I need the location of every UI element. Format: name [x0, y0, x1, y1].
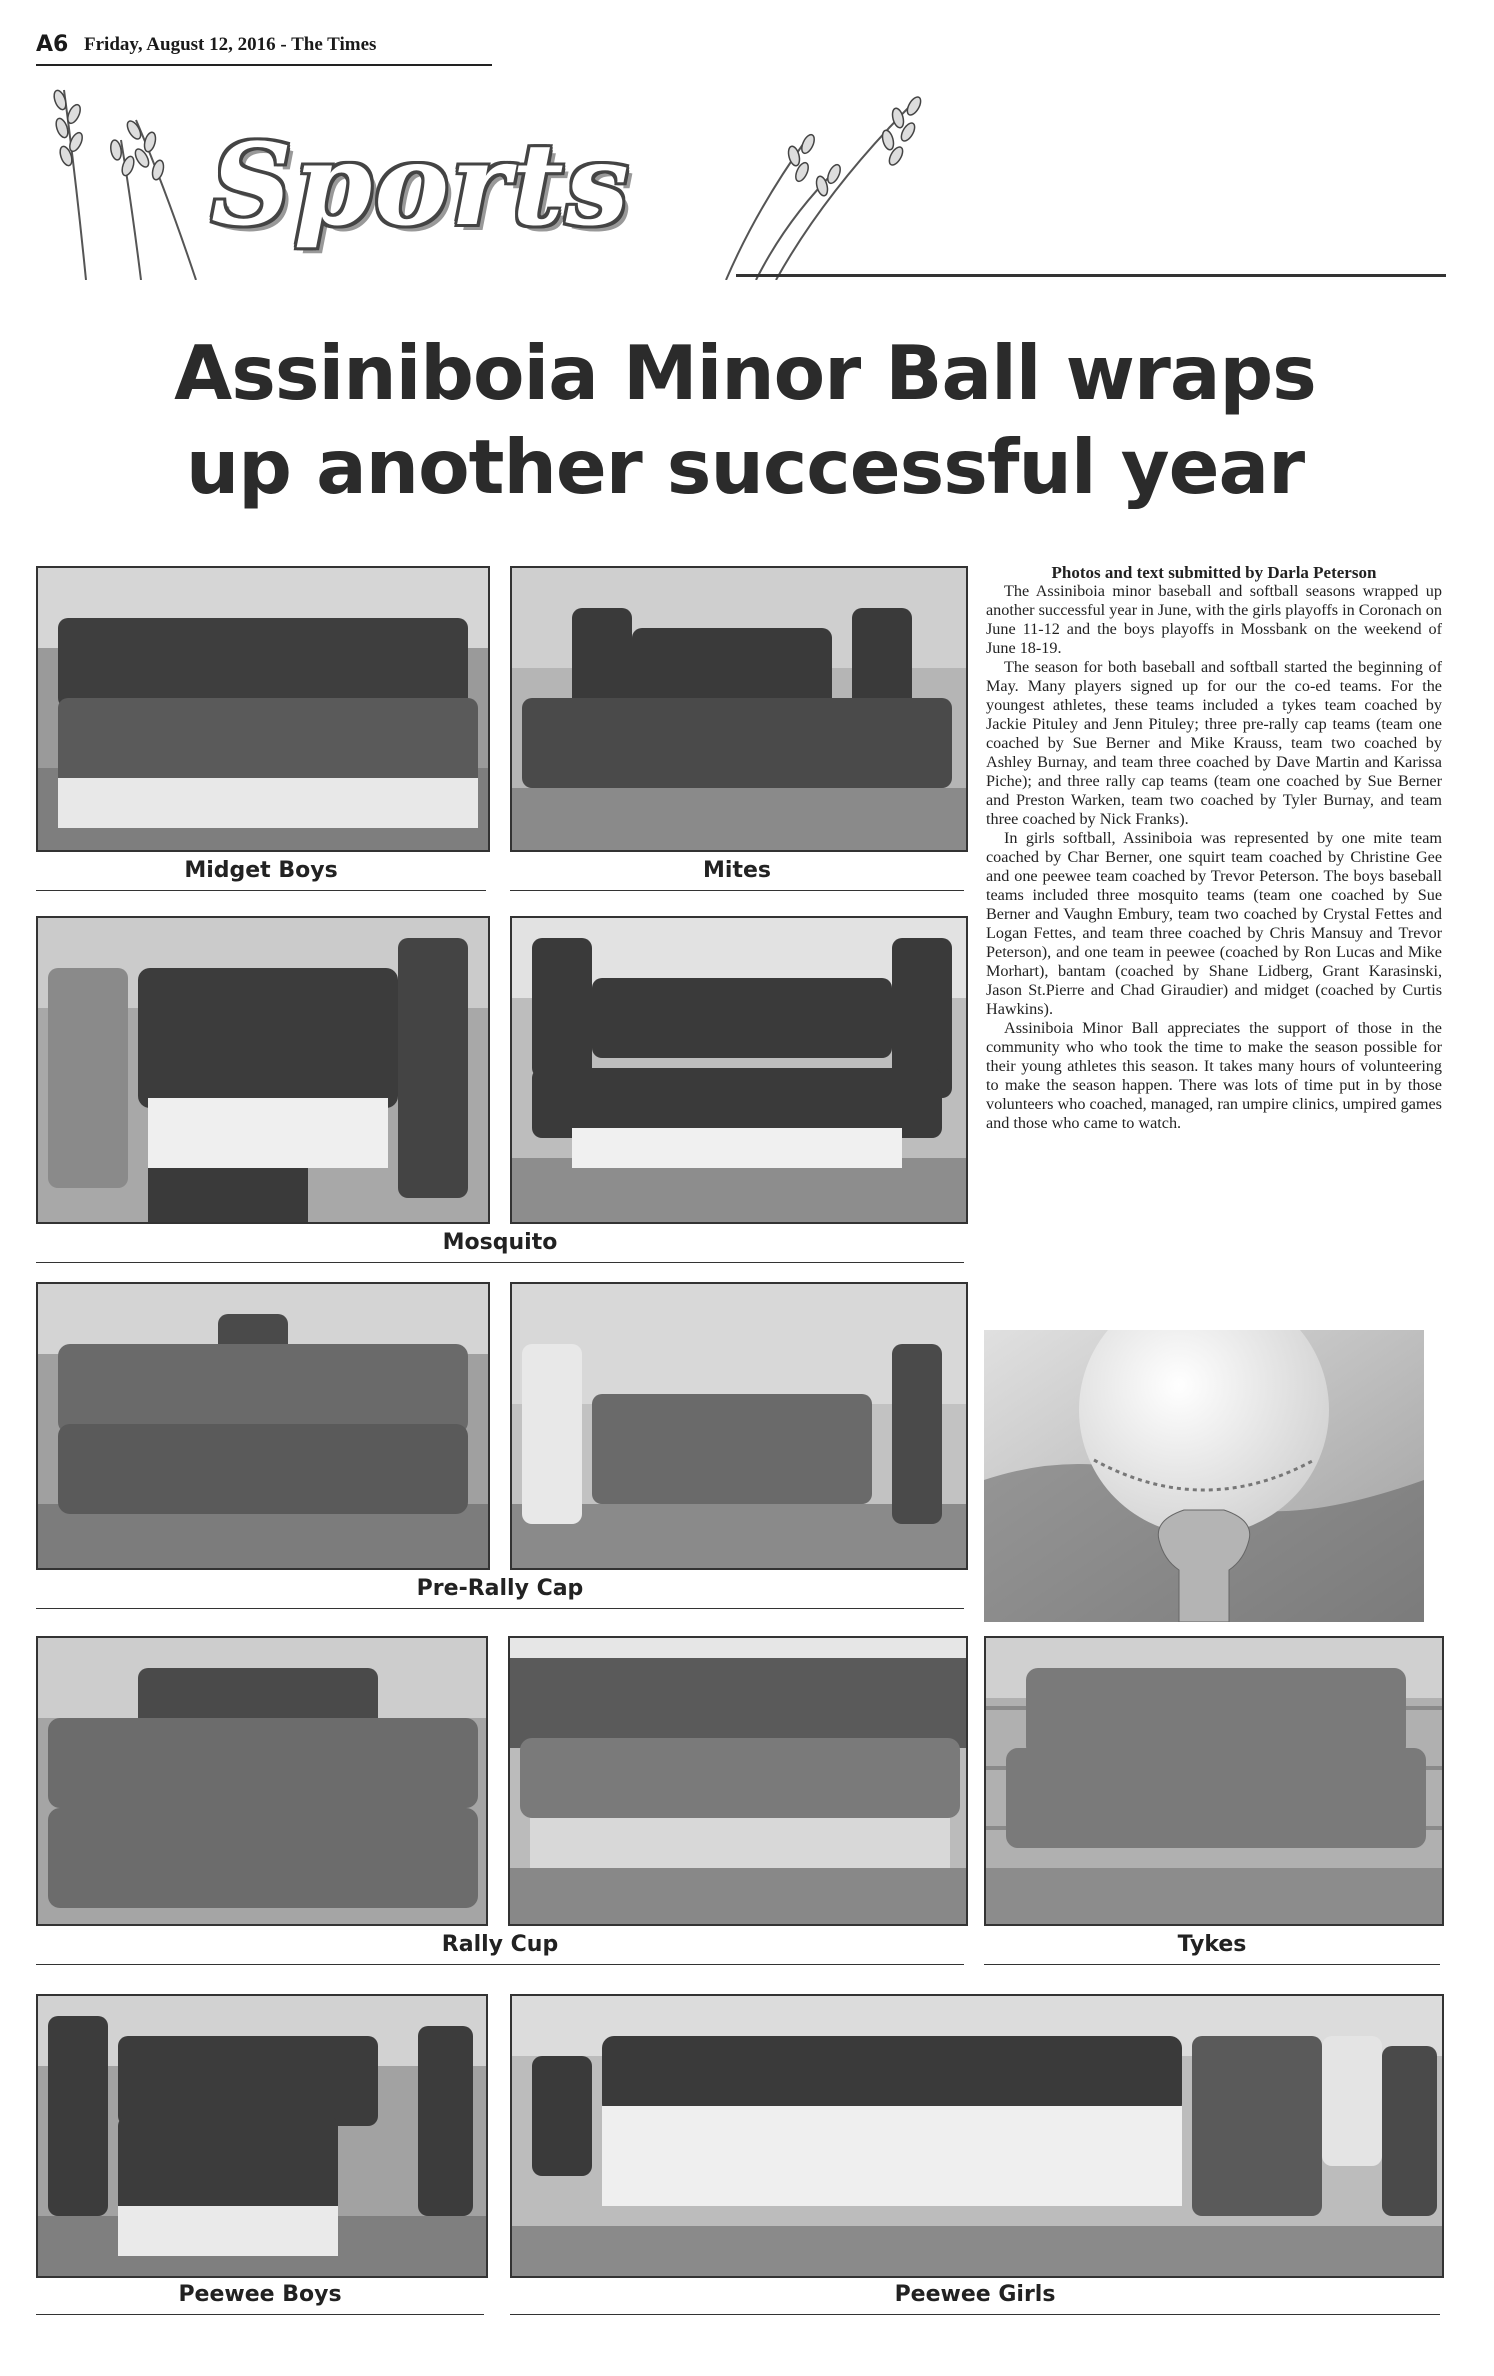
photo-midget-boys: [36, 566, 490, 852]
photo-rally-cup-1: [36, 1636, 488, 1926]
banner-rule: [736, 274, 1446, 277]
caption-rule: [36, 1608, 964, 1609]
caption-rule: [984, 1964, 1440, 1965]
caption-pre-rally-cap: Pre-Rally Cap: [416, 1576, 584, 1601]
article-body: [986, 563, 1442, 1133]
caption-midget-boys: Midget Boys: [184, 858, 338, 883]
photo-mosquito-2: [510, 916, 968, 1224]
photo-mites: [510, 566, 968, 852]
caption-rule: [510, 890, 964, 891]
photo-pre-rally-cap-2: [510, 1282, 968, 1570]
caption-peewee-girls: Peewee Girls: [894, 2282, 1056, 2307]
headline: [40, 326, 1450, 514]
photo-peewee-girls: [510, 1994, 1444, 2278]
caption-mites: Mites: [703, 858, 771, 883]
caption-rally-cup: Rally Cup: [441, 1932, 559, 1957]
article-paragraph: The Assiniboia minor baseball and softball seasons wrapped up another successful year in June, with the girls playoffs in Coronach on June 11-12 and the boys playoffs in Mossbank on the weekend of June 18-19.: [986, 582, 1442, 657]
page-number: A6: [36, 32, 69, 57]
caption-rule: [510, 2314, 1440, 2315]
wheat-left-icon: [46, 80, 206, 280]
headline-line-1: Assiniboia Minor Ball wraps: [174, 329, 1316, 417]
photo-pre-rally-cap-1: [36, 1282, 490, 1570]
photo-tykes: [984, 1636, 1444, 1926]
headline-line-2: up another successful year: [185, 423, 1305, 511]
caption-rule: [36, 890, 486, 891]
caption-tykes: Tykes: [1177, 1932, 1247, 1957]
caption-mosquito: Mosquito: [442, 1230, 558, 1255]
byline: Photos and text submitted by Darla Peterson: [1051, 563, 1377, 582]
article-paragraph: Assiniboia Minor Ball appreciates the support of those in the community who who took the time to make the season possible for their young athletes this season. It takes many hours of volunteering to make the season happen. There was lots of time put in by those volunteers who coached, managed, ran umpire clinics, umpired games and those who came to watch.: [986, 1019, 1442, 1132]
photo-peewee-boys: [36, 1994, 488, 2278]
wheat-right-icon: [716, 80, 956, 280]
caption-rule: [36, 2314, 484, 2315]
section-title: Sports: [211, 120, 631, 251]
caption-peewee-boys: Peewee Boys: [178, 2282, 342, 2307]
caption-rule: [36, 1262, 964, 1263]
dateline: Friday, August 12, 2016 - The Times: [84, 34, 377, 55]
photo-rally-cup-2: [508, 1636, 968, 1926]
article-paragraph: The season for both baseball and softball started the beginning of May. Many players signed up for our the co-ed teams. For the youngest athletes, these teams included a tykes team coached by Jackie Pituley and Jenn Pituley; three pre-rally cap teams (team one coached by Sue Berner and Mike Krauss, team two coached by Ashley Burnay, and team three coached by Dave Martin and Karissa Piche); and three rally cap teams (team one coached by Sue Berner and Preston Warken, team two coached by Tyler Burnay, and team three coached by Nick Franks).: [986, 658, 1442, 828]
caption-rule: [36, 1964, 964, 1965]
photo-baseball-bat: [984, 1330, 1424, 1622]
page-folio: [36, 32, 492, 66]
sports-banner: [36, 80, 1446, 290]
photo-mosquito-1: [36, 916, 490, 1224]
article-paragraph: In girls softball, Assiniboia was represented by one mite team coached by Char Berner, one squirt team coached by Christine Gee and one peewee team coached by Trevor Peterson. The boys baseball teams included three mosquito teams (team one coached by Sue Berner and Vaughn Embury, team two coached by Crystal Fettes and Logan Fettes, and team three coached by Chris Mansuy and Trevor Peterson), and one team in peewee (coached by Ron Lucas and Mike Morhart), bantam (coached by Shane Lidberg, Grant Karasinski, Jason St.Pierre and Chad Giraudier) and midget (coached by Curtis Hawkins).: [986, 829, 1442, 1018]
